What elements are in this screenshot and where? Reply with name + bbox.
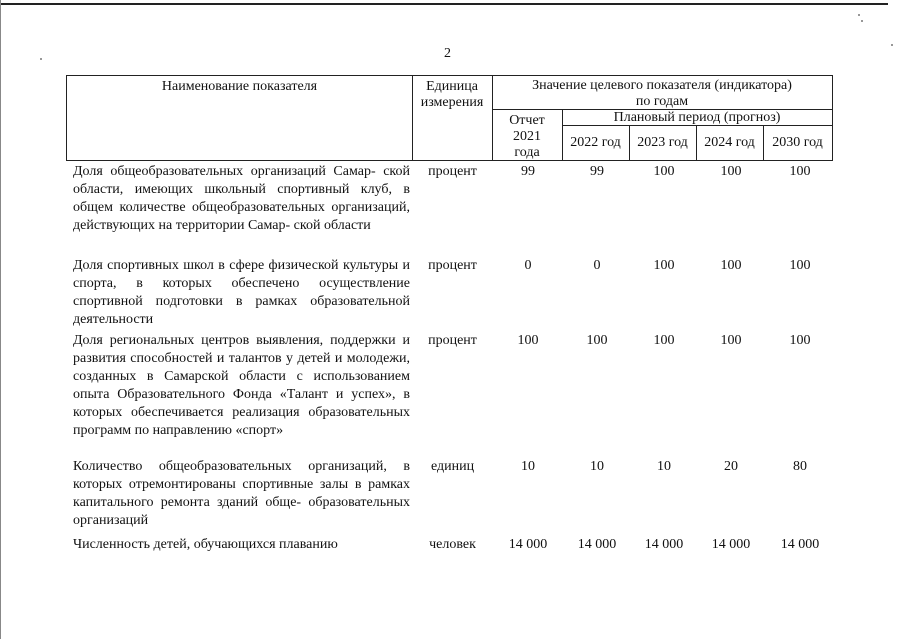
indicator-name xyxy=(73,163,410,235)
value-2022: 100 xyxy=(586,333,608,348)
indicator-name-line: клуб, в общем количестве общеобразовательных xyxy=(73,182,410,215)
indicator-name-line: с использованием опыта Образовательного Фонда xyxy=(73,369,410,402)
header-target-line: Значение целевого показателя (индикатора) xyxy=(532,78,792,93)
indicator-name-line: и развития способностей и талантов у детей xyxy=(73,333,410,366)
indicator-name-line: ской области xyxy=(293,218,371,233)
header-target-value xyxy=(492,75,833,110)
indicator-name xyxy=(73,458,410,530)
header-year-2022: 2022 год xyxy=(562,125,630,161)
indicator-name-line: образовательной деятельности xyxy=(73,294,410,327)
indicator-name-line: культуры и спорта, в которых обеспечено xyxy=(73,258,410,291)
header-year-2024: 2024 год xyxy=(696,125,764,161)
value-2021: 14 000 xyxy=(508,537,548,552)
unit-cell: процент xyxy=(428,333,477,348)
left-scan-edge xyxy=(0,0,1,639)
indicator-name-line: образовательных организаций xyxy=(73,495,410,528)
value-2023: 100 xyxy=(653,333,675,348)
value-2030: 100 xyxy=(789,258,811,273)
header-report-line: Отчет xyxy=(509,113,545,128)
unit-cell: процент xyxy=(428,164,477,179)
value-2023: 14 000 xyxy=(644,537,684,552)
value-2023: 10 xyxy=(657,459,671,474)
indicator-name-line: в которых отремонтированы спортивные залы xyxy=(73,459,410,492)
value-2030: 14 000 xyxy=(780,537,820,552)
value-2030: 80 xyxy=(793,459,807,474)
unit-cell: единиц xyxy=(430,459,475,474)
scan-speck xyxy=(40,58,42,60)
scan-speck xyxy=(891,44,893,46)
indicator-name-line: осуществление спортивной подготовки в рамках xyxy=(73,276,411,309)
header-report-line: года xyxy=(514,145,540,160)
value-2021: 100 xyxy=(517,333,539,348)
scan-speck xyxy=(861,20,863,22)
value-2022: 14 000 xyxy=(577,537,617,552)
indicator-name-line: Количество общеобразовательных организаций, xyxy=(73,459,387,474)
value-2022: 10 xyxy=(590,459,604,474)
value-2024: 100 xyxy=(720,333,742,348)
indicator-name-line: Численность детей, обучающихся плаванию xyxy=(73,537,338,552)
indicator-name-line: Доля общеобразовательных организаций Самар- xyxy=(73,164,376,179)
header-unit-line: измерения xyxy=(420,95,484,110)
value-2024: 20 xyxy=(724,459,738,474)
indicator-name-line: «Талант и успех», в которых обеспечивается xyxy=(73,387,410,420)
indicator-name-line: в рамках капитального ремонта зданий обще- xyxy=(73,477,410,510)
header-target-line: по годам xyxy=(635,94,689,109)
indicator-name-line: реализация образовательных программ xyxy=(73,405,410,438)
value-2021: 99 xyxy=(521,164,535,179)
header-unit xyxy=(412,75,493,161)
header-unit-line: Единица xyxy=(426,79,478,94)
value-2023: 100 xyxy=(653,164,675,179)
value-2021: 0 xyxy=(524,258,532,273)
value-2023: 100 xyxy=(653,258,675,273)
indicator-name-line: по направлению «спорт» xyxy=(134,423,284,438)
value-2021: 10 xyxy=(521,459,535,474)
indicator-name xyxy=(73,332,410,440)
header-indicator-name xyxy=(66,75,413,161)
header-planning-label: Плановый период (прогноз) xyxy=(613,110,781,125)
top-border-line xyxy=(0,3,888,5)
header-report-line: 2021 xyxy=(513,129,541,144)
value-2030: 100 xyxy=(789,333,811,348)
header-year-2023: 2023 год xyxy=(629,125,697,161)
indicator-name-line: Доля спортивных школ в сфере физической xyxy=(73,258,339,273)
scan-speck xyxy=(858,14,860,16)
indicator-name-line: организаций, действующих на территории Самар- xyxy=(73,200,410,233)
indicator-name-line: Доля региональных центров выявления, поддержки xyxy=(73,333,396,348)
value-2030: 100 xyxy=(789,164,811,179)
indicator-name xyxy=(73,536,410,554)
unit-cell: процент xyxy=(428,258,477,273)
value-2022: 0 xyxy=(593,258,601,273)
value-2024: 14 000 xyxy=(711,537,751,552)
value-2024: 100 xyxy=(720,164,742,179)
indicator-name-line: ской области, имеющих школьный спортивный xyxy=(73,164,410,197)
header-year-2030: 2030 год xyxy=(763,125,833,161)
header-report-2021 xyxy=(492,109,563,161)
indicator-name-line: и молодежи, созданных в Самарской области xyxy=(73,351,411,384)
value-2022: 99 xyxy=(590,164,604,179)
header-planning-period xyxy=(562,109,833,126)
unit-cell: человек xyxy=(429,537,476,552)
indicator-name xyxy=(73,257,410,329)
value-2024: 100 xyxy=(720,258,742,273)
header-indicator-name-label: Наименование показателя xyxy=(161,79,318,94)
page-number: 2 xyxy=(444,46,451,61)
